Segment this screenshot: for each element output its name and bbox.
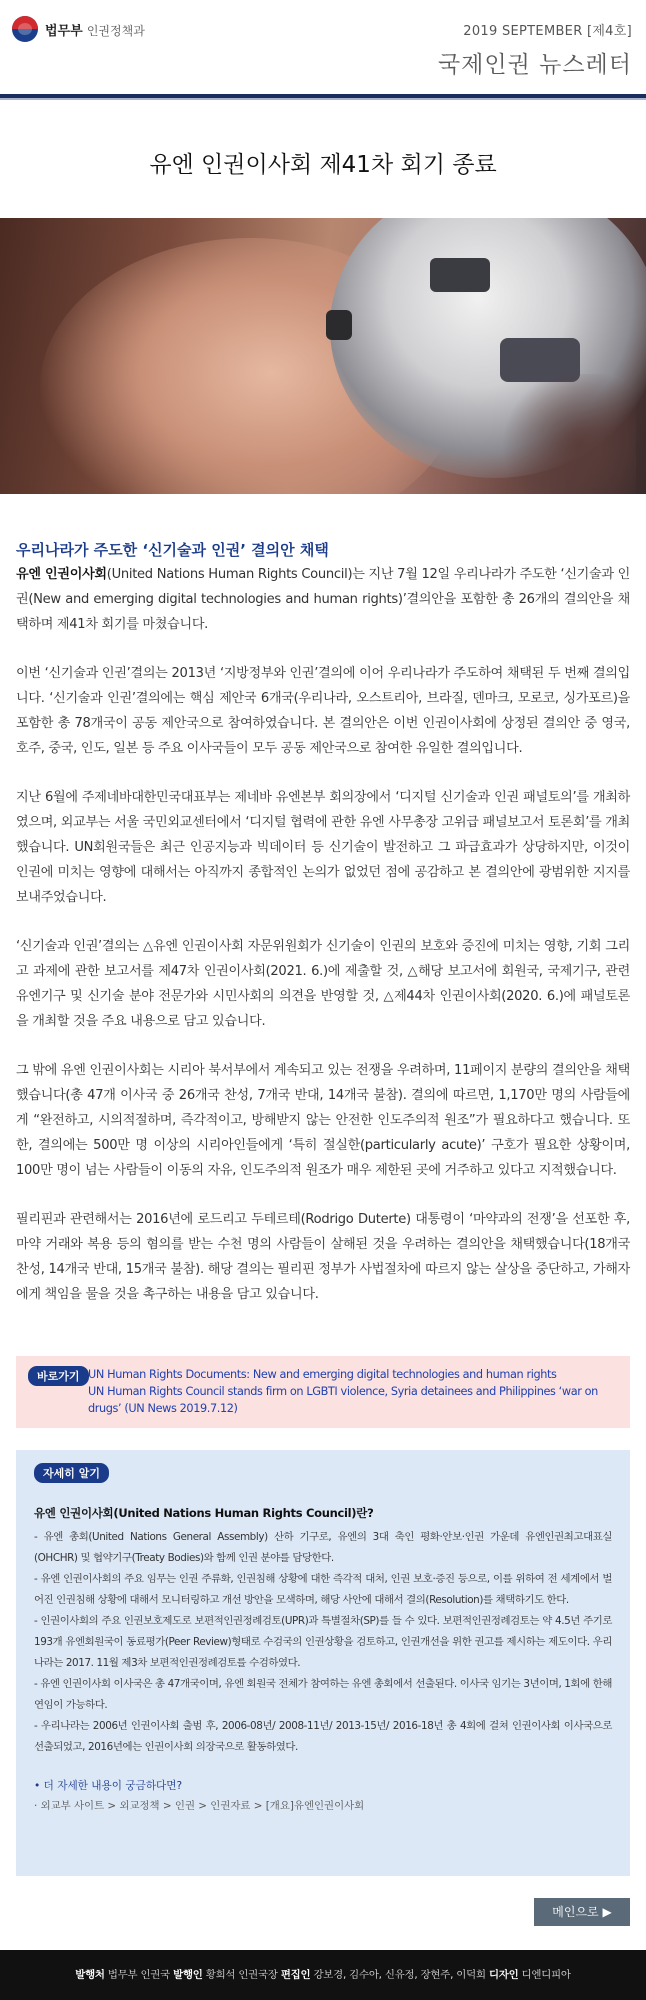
info-item-5: - 우리나라는 2006년 인권이사회 출범 후, 2006-08년/ 2008-11년/ 2013-15년/ 2016-18년 총 4회에 걸쳐 인권이사회 이사국으로 선출되었고, 2016년에는 인권이사회 의장국으로 활동하였다. <box>34 1720 612 1753</box>
main-page-button[interactable]: 메인으로 ▶ <box>534 1898 630 1926</box>
article-paragraph-6: 필리핀과 관련해서는 2016년에 로드리고 두테르테(Rodrigo Duterte) 대통령이 ‘마약과의 전쟁’을 선포한 후, 마약 거래와 복용 등의 혐의를 받는 수천 명의 사람들이 살해된 것을 우려하는 결의안을 채택했습니다(18개국 찬성, 14개국 반대, 15개국 불참). 해당 결의는 필리핀 정부가 사법절차에 따르지 않는 살상을 중단하고, 가해자에게 책임을 물을 것을 촉구하는 내용을 담고 있습니다. <box>16 1212 630 1302</box>
related-links <box>88 1366 616 1417</box>
more-info-prompt: • 더 자세한 내용이 궁금하다면? <box>34 1780 183 1792</box>
newsletter-header <box>0 0 646 96</box>
article-paragraph-5: 그 밖에 유엔 인권이사회는 시리아 북서부에서 계속되고 있는 전쟁을 우려하며, 11페이지 분량의 결의안을 채택했습니다(총 47개 이사국 중 26개국 찬성, 7개국 반대, 14개국 불참). 결의에 따르면, 1,170만 명의 사람들에게 “완전하고, 시의적절하며, 즉각적이고, 방해받지 않는 안전한 인도주의적 원조”가 필요하다고 했습니다. 또한, 결의에는 500만 명 이상의 시리아인들에게 ‘특히 절실한(particularly acute)’ 구호가 필요한 상황이며, 100만 명이 넘는 사람들이 이동의 자유, 인도주의적 원조가 매우 제한된 곳에 거주하고 있다고 지적했습니다. <box>16 1063 630 1178</box>
article-paragraph-3: 지난 6월에 주제네바대한민국대표부는 제네바 유엔본부 회의장에서 ‘디지털 신기술과 인권 패널토의’를 개최하였으며, 외교부는 서울 국민외교센터에서 ‘디지털 협력에 관한 유엔 사무총장 고위급 패널보고서 토론회’를 개최했습니다. UN회원국들은 최근 인공지능과 빅데이터 등 신기술이 발전하고 그 파급효과가 상당하지만, 이것이 인권에 미치는 영향에 대해서는 아직까지 종합적인 논의가 없었던 점에 공감하고 본 결의안에 광범위한 지지를 보내주었습니다. <box>16 790 630 905</box>
editor-label: 편집인 <box>280 1969 311 1981</box>
issuer-label: 발행인 <box>173 1969 203 1981</box>
more-info-path[interactable]: · 외교부 사이트 > 외교정책 > 인권 > 인권자료 > [개요]유엔인권이사회 <box>34 1800 365 1812</box>
info-item-4: - 유엔 인권이사회 이사국은 총 47개국이며, 유엔 회원국 전체가 참여하는 유엔 총회에서 선출된다. 이사국 임기는 3년이며, 1회에 한해 연임이 가능하다. <box>34 1678 612 1711</box>
article-subhead: 우리나라가 주도한 ‘신기술과 인권’ 결의안 채택 <box>16 541 329 559</box>
article-paragraph-1: 유엔 인권이사회(United Nations Human Rights Council)는 지난 7월 12일 우리나라가 주도한 ‘신기술과 인권(New and emerging digital technologies and human rights)’결의안을 포함한 총 26개의 결의안을 채택하며 제41차 회기를 마쳤습니다. <box>16 567 630 632</box>
info-item-1: - 유엔 총회(United Nations General Assembly) 산하 기구로, 유엔의 3대 축인 평화·안보·인권 가운데 유엔인권최고대표실(OHCHR) 및 협약기구(Treaty Bodies)와 함께 인권 분야를 담당한다. <box>34 1531 612 1564</box>
unhrc-bold: 유엔 인권이사회 <box>16 567 107 582</box>
info-item-2: - 유엔 인권이사회의 주요 임무는 인권 주류화, 인권침해 상황에 대한 즉각적 대처, 인권 보호·증진 등으로, 이를 위하여 전 세계에서 벌어진 인권침해 상황에 대해서 모니터링하고 개선 방안을 모색하며, 해당 사안에 대해서 결의(Resolution)를 채택하기도 한다. <box>34 1573 612 1606</box>
related-link-2[interactable]: UN Human Rights Council stands firm on LGBTI violence, Syria detainees and Philippines ‘war on drugs’ (UN News 2019.7.12) <box>88 1385 598 1415</box>
footer-credits <box>0 1950 646 2000</box>
article-body <box>16 540 630 1331</box>
issuer: 황희석 인권국장 <box>205 1969 278 1981</box>
designer: 디엔디피아 <box>521 1969 571 1981</box>
taegeuk-emblem-icon <box>12 16 38 42</box>
related-link-1[interactable]: UN Human Rights Documents: New and emerging digital technologies and human rights <box>88 1368 557 1381</box>
article-paragraph-4: ‘신기술과 인권’결의는 △유엔 인권이사회 자문위원회가 신기술이 인권의 보호와 증진에 미치는 영향, 기회 그리고 과제에 관한 보고서를 제47차 인권이사회(2021. 6.)에 제출할 것, △해당 보고서에 회원국, 국제기구, 관련 유엔기구 및 신기술 분야 전문가와 시민사회의 의견을 반영할 것, △제44차 인권이사회(2020. 6.)에 패널토론을 개최할 것을 주요 내용으로 담고 있습니다. <box>16 939 630 1029</box>
info-item-3: - 인권이사회의 주요 인권보호제도로 보편적인권정례검토(UPR)과 특별절차(SP)를 들 수 있다. 보편적인권정례검토는 약 4.5년 주기로 193개 유엔회원국이 동료평가(Peer Review)형태로 수검국의 인권상황을 검토하고, 인권개선을 위한 권고를 제시하는 제도이다. 우리나라는 2017. 11월 제3차 보편적인권정례검토를 수검하였다. <box>34 1615 612 1669</box>
hero-image-robot <box>0 218 646 494</box>
editors: 강보경, 김수아, 신유정, 장현주, 이덕희 <box>313 1969 486 1981</box>
page-title: 유엔 인권이사회 제41차 회기 종료 <box>149 152 497 178</box>
info-title: 유엔 인권이사회(United Nations Human Rights Council)란? <box>34 1506 374 1520</box>
related-links-box <box>16 1356 630 1428</box>
publisher-label: 발행처 <box>75 1969 105 1981</box>
dept-name: 인권정책과 <box>86 23 145 38</box>
publisher: 법무부 인권국 <box>107 1969 170 1981</box>
designer-label: 디자인 <box>488 1969 519 1981</box>
shortcut-badge: 바로가기 <box>28 1366 89 1386</box>
header-divider-accent <box>0 98 646 100</box>
newsletter-title: 국제인권 뉴스레터 <box>437 52 632 78</box>
info-box <box>16 1450 630 1876</box>
org-name: 법무부 <box>45 23 83 39</box>
issue-label: 2019 SEPTEMBER [제4호] <box>463 24 632 39</box>
logo-text <box>45 20 145 39</box>
article-paragraph-2: 이번 ‘신기술과 인권’결의는 2013년 ‘지방정부와 인권’결의에 이어 우리나라가 주도하여 채택된 두 번째 결의입니다. ‘신기술과 인권’결의에는 핵심 제안국 6개국(우리나라, 오스트리아, 브라질, 덴마크, 모로코, 싱가포르)을 포함한 총 78개국이 공동 제안국으로 참여하였습니다. 본 결의안은 이번 인권이사회에 상정된 결의안 중 영국, 호주, 중국, 인도, 일본 등 주요 이사국들이 모두 공동 제안국으로 참여한 유일한 결의입니다. <box>16 666 630 756</box>
learn-more-badge: 자세히 알기 <box>34 1463 109 1483</box>
ministry-logo[interactable] <box>12 16 145 42</box>
